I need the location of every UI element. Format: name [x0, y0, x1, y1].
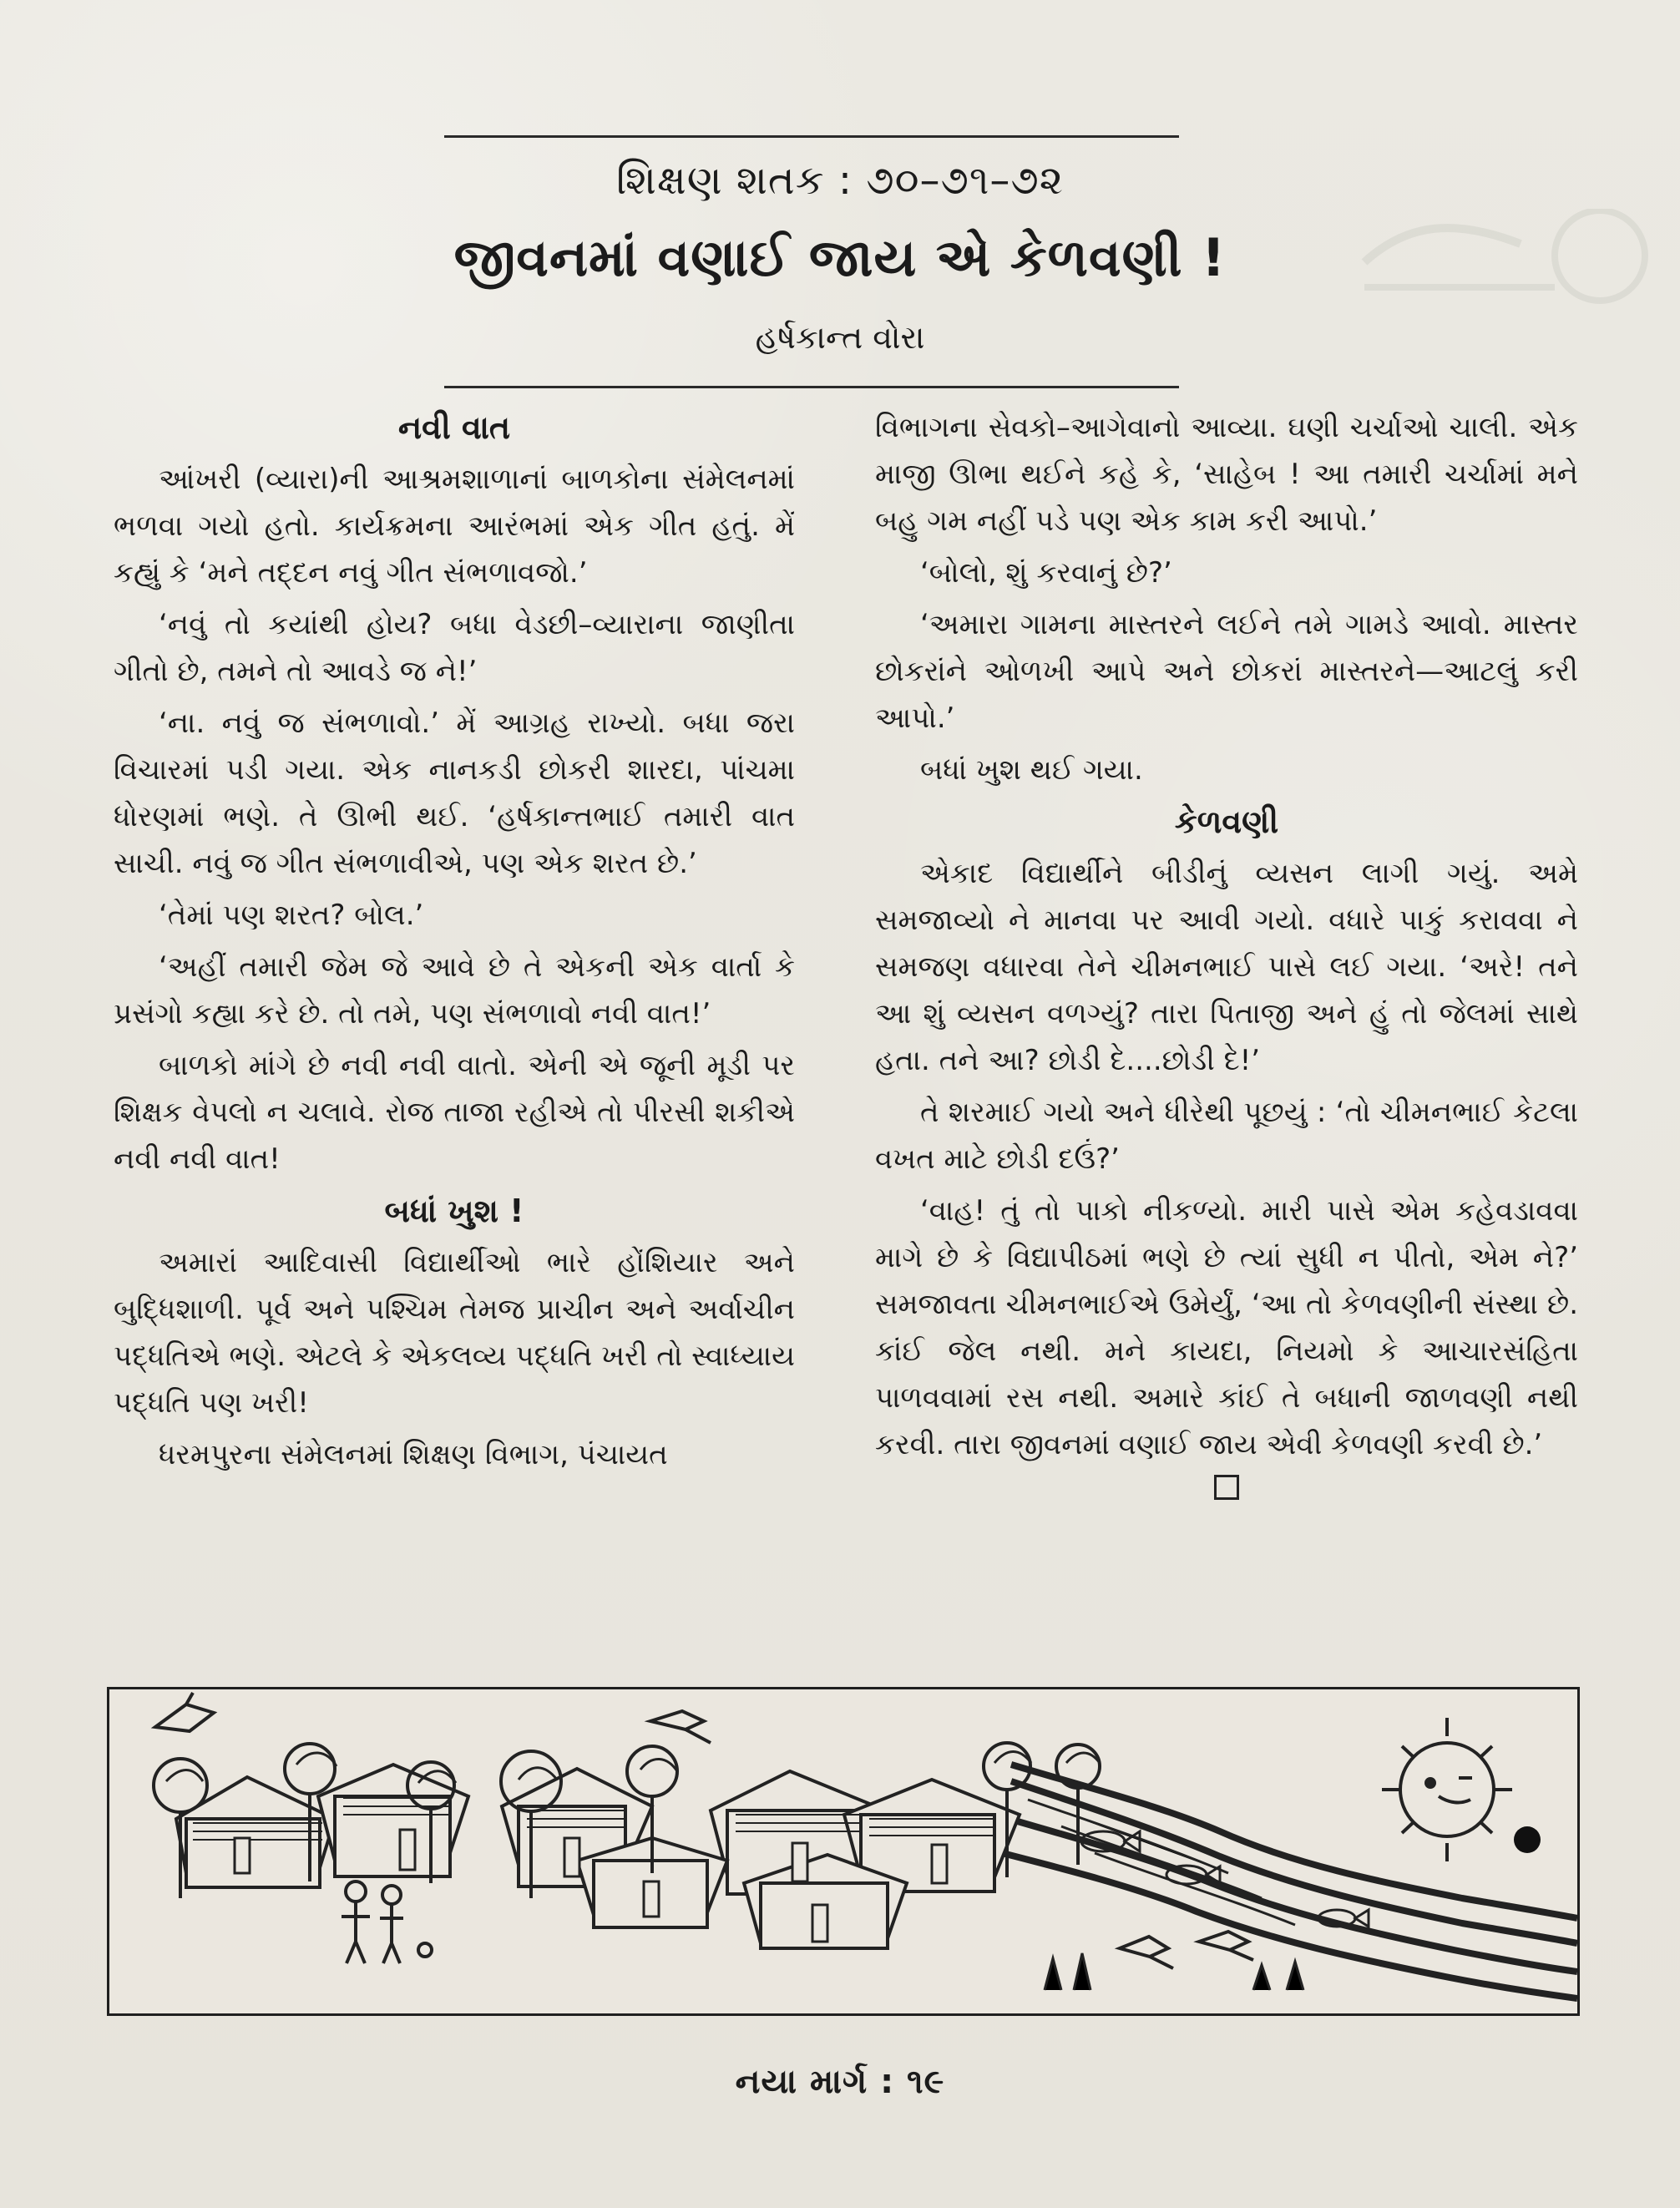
paragraph: ધરમપુરના સંમેલનમાં શિક્ષણ વિભાગ, પંચાયત: [159, 1438, 668, 1471]
paragraph: ‘નવું તો કયાંથી હોય? બધા વેડછી–વ્યારાના જાણીતા ગીતો છે, તમને તો આવડે જ ને!’: [114, 608, 795, 688]
paragraph: બાળકો માંગે છે નવી નવી વાતો. એની એ જૂની મૂડી પર શિક્ષક વેપલો ન ચલાવે. રોજ તાજા રહીએ તો પીરસી શકીએ નવી નવી વાત!: [114, 1049, 795, 1176]
section-heading-kelavani: કેળવણી: [1174, 803, 1279, 840]
paragraph: અમારાં આદિવાસી વિદ્યાર્થીઓ ભારે હોંશિયાર અને બુદ્ધિશાળી. પૂર્વ અને પશ્ચિમ તેમજ પ્રાચીન અને અર્વાચીન પદ્ધતિએ ભણે. એટલે કે એકલવ્ય પદ્ધતિ ખરી તો સ્વાધ્યાય પદ્ધતિ પણ ખરી!: [114, 1246, 795, 1420]
paragraph: ‘અમારા ગામના માસ્તરને લઈને તમે ગામડે આવો. માસ્તર છોકરાંને ઓળખી આપે અને છોકરાં માસ્તરને—આટલું કરી આપો.’: [875, 608, 1578, 735]
paragraph: ‘અહીં તમારી જેમ જે આવે છે તે એકની એક વાર્તા કે પ્રસંગો કહ્યા કરે છે. તો તમે, પણ સંભળાવો નવી વાત!’: [114, 950, 795, 1031]
section-heading-badha-khush: બધાં ખુશ !: [384, 1193, 524, 1229]
paragraph: એકાદ વિદ્યાર્થીને બીડીનું વ્યસન લાગી ગયું. અમે સમજાવ્યો ને માનવા પર આવી ગયો. વધારે પાકું કરાવવા ને સમજણ વધારવા તેને ચીમનભાઈ પાસે લઈ ગયા. ‘અરે! તને આ શું વ્યસન વળગ્યું? તારા પિતાજી અને હું તો જેલમાં સાથે હતા. તને આ? છોડી દે....છોડી દે!’: [875, 857, 1578, 1077]
page-title: જીવનમાં વણાઈ જાય એ કેળવણી !: [453, 227, 1227, 288]
village-sun-river-illustration-icon: [109, 1689, 1577, 2013]
top-rule: [444, 135, 1179, 138]
page-kicker: શિક્ષણ શતક : ૭૦–૭૧–૭૨: [616, 157, 1064, 204]
paragraph: તે શરમાઈ ગયો અને ધીરેથી પૂછયું : ‘તો ચીમનભાઈ કેટલા વખત માટે છોડી દઉં?’: [875, 1096, 1578, 1176]
paragraph: વિભાગના સેવકો–આગેવાનો આવ્યા. ઘણી ચર્ચાઓ ચાલી. એક માજી ઊભા થઈને કહે કે, ‘સાહેબ ! આ તમારી ચર્ચામાં મને બહુ ગમ નહીં પડે પણ એક કામ કરી આપો.’: [875, 411, 1578, 538]
bottom-rule: [444, 386, 1179, 388]
paragraph: ‘વાહ! તું તો પાકો નીકળ્યો. મારી પાસે એમ કહેવડાવવા માગે છે કે વિદ્યાપીઠમાં ભણે છે ત્યાં સુધી ન પીતો, એમ ને?’ સમજાવતા ચીમનભાઈએ ઉમેર્યું, ‘આ તો કેળવણીની સંસ્થા છે. કાંઈ જેલ નથી. મને કાયદા, નિયમો કે આચારસંહિતા પાળવવામાં રસ નથી. અમારે કાંઈ તે બધાની જાળવણી નથી કરવી. તારા જીવનમાં વણાઈ જાય એવી કેળવણી કરવી છે.’: [875, 1194, 1578, 1461]
paragraph: ‘તેમાં પણ શરત? બોલ.’: [159, 899, 424, 932]
right-column: [875, 404, 1578, 1500]
author-name: હર્ષકાન્ત વોરા: [755, 319, 925, 356]
left-column: [114, 404, 795, 1483]
village-illustration: [107, 1687, 1580, 2016]
paragraph: બધાં ખુશ થઈ ગયા.: [920, 753, 1143, 787]
paragraph: ‘ના. નવું જ સંભળાવો.’ મેં આગ્રહ રાખ્યો. બધા જરા વિચારમાં પડી ગયા. એક નાનકડી છોકરી શારદા, પાંચમા ધોરણમાં ભણે. તે ઊભી થઈ. ‘હર્ષકાન્તભાઈ તમારી વાત સાચી. નવું જ ગીત સંભળાવીએ, પણ એક શરત છે.’: [114, 706, 795, 880]
page-footer: નયા માર્ગ : ૧૯: [735, 2063, 945, 2101]
paragraph: ‘બોલો, શું કરવાનું છે?’: [920, 556, 1172, 590]
paragraph: આંખરી (વ્યારા)ની આશ્રમશાળાનાં બાળકોના સંમેલનમાં ભળવા ગયો હતો. કાર્યક્રમના આરંભમાં એક ગીત હતું. મેં કહ્યું કે ‘મને તદ્દન નવું ગીત સંભળાવજો.’: [114, 463, 795, 590]
square-end-marker-icon: [1214, 1475, 1239, 1500]
section-heading-navi-vat: નવી વાત: [397, 409, 511, 446]
